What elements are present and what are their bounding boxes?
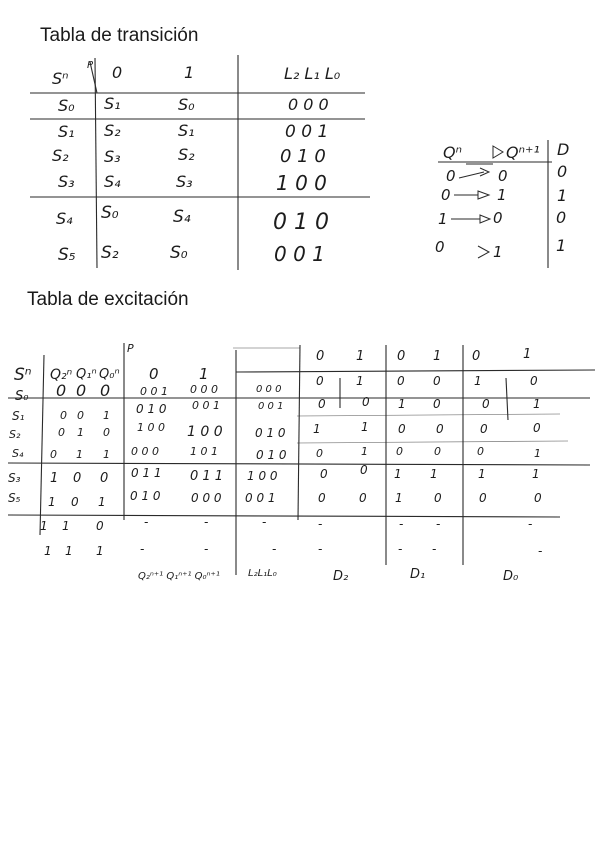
tt-next0: S₃ [104,147,121,166]
ex-q1: 1 [76,448,83,461]
tt-col-0: 0 [112,63,123,82]
ff-d: 0 [557,162,568,181]
ex-q2: 1 [44,544,52,558]
ex-row [12,445,541,462]
ff-qn: 0 [498,167,508,185]
ex-next0: 1 0 0 [137,421,165,434]
ff-arrow-icon [451,215,490,223]
tt-out: 0 1 0 [280,146,326,167]
ex-dc: - [398,542,403,556]
ex-next0: 0 0 0 [131,445,159,458]
ex-q1: 0 [71,495,79,509]
ff-header-q: Qⁿ [443,143,462,162]
ex-d: 0 [480,422,488,436]
ex-out: 0 1 0 [256,448,287,462]
ex-q1: 0 [77,409,84,422]
ex-d: 1 [361,420,369,434]
ex-q2: 0 [58,426,65,439]
ex-d: 0 [362,395,370,409]
ex-q0: 0 [96,519,104,533]
ex-q0: 0 [100,381,111,400]
ex-dc: - [528,517,533,531]
ex-out: 0 0 0 [256,384,282,395]
ff-d: 0 [556,208,567,227]
ff-header-arrow-icon [493,146,503,158]
ex-row [12,395,541,423]
ex-state: S₃ [8,471,21,485]
ff-arrow-icon [478,246,489,258]
ex-q2: 0 [50,448,57,461]
ex-q0: 1 [103,409,110,422]
ex-next0: 0 1 0 [136,402,167,416]
tt-out: 0 0 1 [285,122,329,142]
ex-d: 1 [356,374,364,388]
ex-d: 0 [433,374,441,388]
ex-q0-header: Q₀ⁿ [99,367,120,382]
ex-d: 0 [318,397,326,411]
ex-d: 0 [434,491,442,505]
ff-row [438,208,566,228]
tt-row [58,242,325,266]
ex-out: 0 1 0 [255,426,286,440]
ex-q2: 1 [40,519,48,533]
ex-d: 0 [396,445,403,458]
ex-dc: - [432,542,437,556]
ex-d: 0 [316,374,324,388]
ex-dc: - [538,544,543,558]
ex-d: 1 [478,467,486,481]
ex-q0: 1 [103,448,110,461]
ex-p1: 1 [199,365,209,383]
tt-row [58,121,328,142]
ex-q1-header: Q₁ⁿ [76,367,97,382]
tt-state: S₀ [58,96,75,115]
ex-dc: - [318,517,323,531]
ex-d: 1 [394,467,402,481]
ex-footer-d2: D₂ [333,569,349,584]
ex-d: 0 [534,491,542,505]
ex-dc: - [262,515,267,529]
tt-next1: S₀ [170,243,188,263]
ex-d: 0 [530,374,538,388]
ex-q1: 1 [62,519,70,533]
ex-dc: - [140,542,145,556]
ex-state-header: Sⁿ [14,365,32,385]
ex-d: 1 [430,467,438,481]
ex-state: S₅ [8,491,21,505]
ex-row [8,463,540,486]
tt-corner-state: Sⁿ [52,69,69,88]
ex-p0: 0 [149,365,159,383]
ex-d: 0 [479,491,487,505]
ex-d: 0 [320,467,328,481]
ex-d: 1 [361,445,368,458]
ex-dc: - [204,515,209,529]
tt-next0: S₁ [104,94,121,113]
transition-table [30,55,370,270]
ex-q1: 0 [73,471,82,486]
ex-d: 1 [474,374,482,388]
ex-unused-row [40,515,532,533]
ex-row [9,420,541,441]
ex-next1: 0 0 0 [191,491,222,505]
ex-next1: 1 0 0 [187,424,223,440]
ff-d: 1 [556,236,567,255]
ex-q2: 0 [56,381,67,400]
ff-arrow-icon [454,191,489,199]
ex-d: 1 [398,397,406,411]
ex-state: S₄ [12,447,24,460]
ex-q2: 0 [60,409,67,422]
ff-qn: 1 [497,186,507,204]
ex-footer-next: Q₂ⁿ⁺¹ Q₁ⁿ⁺¹ Q₀ⁿ⁺¹ [138,571,220,582]
ex-dc: - [436,517,441,531]
ex-q0: 1 [98,495,106,509]
ex-next1: 0 0 0 [190,383,218,396]
tt-corner-input: P [87,60,94,71]
ex-q2: 1 [50,471,59,486]
ex-d-input-header: 1 [523,347,532,362]
ff-header-d: D [557,140,570,159]
transition-title: Tabla de transición [40,25,199,46]
tt-next0: S₂ [104,121,121,140]
ex-next0: 0 1 1 [131,466,162,480]
ex-d: 0 [436,422,444,436]
ex-out: 1 0 0 [247,469,278,483]
ex-d: 0 [397,374,405,388]
ex-q0: 1 [96,544,104,558]
ex-d: 1 [395,491,403,505]
tt-next1: S₃ [176,172,193,191]
tt-row [58,171,327,195]
ex-next0: 0 1 0 [130,489,161,503]
ex-q0: 0 [100,471,109,486]
ex-footer-d0: D₀ [503,569,519,584]
ex-d: 0 [482,397,490,411]
ex-row [8,489,542,509]
tt-state: S₅ [58,245,76,265]
ff-qn: 1 [493,243,503,261]
tt-next1: S₂ [178,145,195,164]
tt-out: 0 0 1 [274,242,325,266]
ff-q: 1 [438,210,448,228]
ex-d: 1 [533,397,541,411]
ex-next0: 0 0 1 [140,385,168,398]
ex-d: 0 [360,463,368,477]
ex-d: 1 [532,467,540,481]
ff-qn: 0 [493,209,503,227]
tt-next0: S₀ [101,203,119,223]
ex-dc: - [399,517,404,531]
ex-footer-d1: D₁ [410,567,426,582]
ex-next1: 1 0 1 [190,445,218,458]
ex-d: 1 [534,447,541,460]
ex-d-input-header: 0 [316,349,325,364]
ex-next1: 0 1 1 [190,469,224,484]
ex-q0: 0 [103,426,110,439]
ff-q: 0 [441,186,451,204]
ff-arrow-icon [459,168,489,178]
ex-d-input-header: 1 [433,349,442,364]
ex-footer-out: L₂L₁L₀ [248,568,277,579]
tt-state: S₄ [56,209,73,228]
ex-out: 0 0 1 [245,491,276,505]
ex-dc: - [318,542,323,556]
tt-state: S₁ [58,122,75,141]
excitation-title: Tabla de excitación [27,289,189,310]
tt-out: 1 0 0 [276,171,327,195]
ex-state: S₀ [15,389,29,404]
ex-q1: 0 [76,381,87,400]
ex-d: 0 [477,445,484,458]
tt-state: S₃ [58,172,75,191]
tt-next0: S₂ [101,243,119,263]
ex-q2: 1 [48,495,56,509]
ff-q: 0 [446,167,456,185]
ex-q2-header: Q₂ⁿ [50,367,73,383]
ff-row [435,236,566,261]
ex-d-input-header: 0 [472,349,481,364]
tt-col-1: 1 [184,63,195,82]
ex-d: 0 [533,421,541,435]
ff-q: 0 [435,238,445,256]
ex-d: 0 [318,491,326,505]
tt-next1: S₄ [173,207,191,227]
ff-row [446,162,567,185]
ex-d: 0 [316,447,323,460]
ff-header-qn: Qⁿ⁺¹ [506,143,540,162]
tt-row [52,145,326,167]
ff-d-table [435,140,569,268]
ex-state: S₁ [12,409,25,423]
tt-out: 0 0 0 [288,95,329,114]
ex-d: 0 [434,445,441,458]
tt-next1: S₁ [178,121,195,140]
tt-state: S₂ [52,146,69,165]
ex-d: 0 [433,397,441,411]
ex-unused-row [44,542,542,558]
ex-out: 0 0 1 [258,401,284,412]
ex-dc: - [272,542,277,556]
excitation-table [8,342,595,584]
ex-dc: - [144,515,149,529]
tt-output-header: L₂ L₁ L₀ [284,64,341,83]
tt-next0: S₄ [104,172,121,191]
ex-p-header: P [127,342,134,355]
tt-next1: S₀ [178,95,195,114]
ex-d: 1 [313,422,321,436]
ex-d-input-header: 0 [397,349,406,364]
tt-row [58,94,329,115]
ex-next1: 0 0 1 [192,399,220,412]
ex-d: 0 [398,422,406,436]
ex-state: S₂ [9,428,21,441]
ex-q1: 1 [65,544,73,558]
ex-q1: 1 [77,426,84,439]
ex-d-input-header: 1 [356,349,365,364]
ff-d: 1 [557,186,568,205]
tt-out: 0 1 0 [273,210,329,235]
ex-dc: - [204,542,209,556]
ex-d: 0 [359,491,367,505]
